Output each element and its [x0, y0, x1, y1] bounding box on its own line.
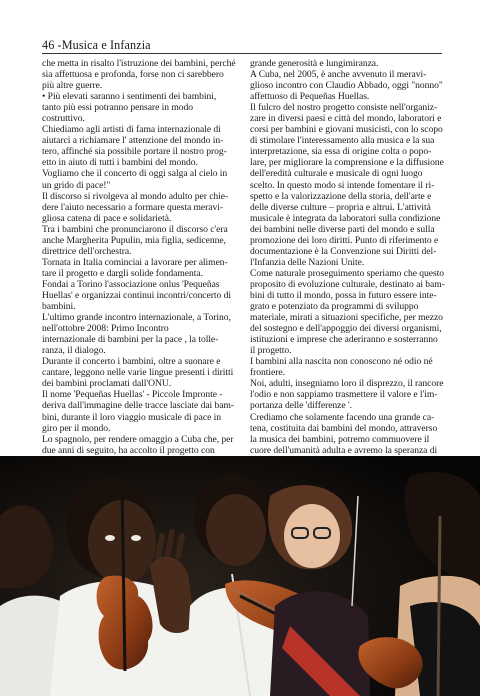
paragraph: I bambini alla nascita non conoscono né odio né frontiere. — [250, 356, 433, 379]
paragraph: Il nome 'Pequeñas Huellas' - Piccole Impronte - deriva dall'immagine delle tracce lasciate dai bam- bini, durante il loro viaggio musicale di pace in giro per il mondo. — [42, 389, 235, 434]
page-number-section-title: 46 -Musica e Infanzia — [42, 38, 151, 52]
paragraph: Lo spagnolo, per rendere omaggio a Cuba che, per due anni di seguito, ha accolto il progetto con — [42, 433, 234, 456]
paragraph: A Cuba, nel 2005, è anche avvenuto il meravi- glioso incontro con Claudio Abbado, oggi "nonno" affettuoso di Pequeñas Huellas. — [250, 69, 443, 103]
paragraph: Chiediamo agli artisti di fama internazionale di aiutarci a richiamare l' attenzione del mondo in- tero, affinché sia possibile portare il nostro prog- etto in aiuto di tutti i bambini del mondo. Vogliamo che il concerto di oggi salga al cielo in un grido di pace!" — [42, 124, 228, 191]
paragraph: • Più elevati saranno i sentimenti dei bambini, tanto più essi potranno pensare in modo costruttivo. — [42, 91, 217, 125]
paragraph: Crediamo che solamente facendo una grande ca- tena, costituita dai bambini del mondo, attraverso la musica dei bambini, potremo commuovere il cuore dell'umanità adulta e avremo la speranza di — [250, 411, 438, 456]
photo-illustration — [0, 456, 480, 696]
paragraph: che metta in risalto l'istruzione dei bambini, perché sia affettuosa e profonda, forse non ci sarebbero più altre guerre. — [42, 58, 236, 92]
paragraph: Noi, adulti, insegniamo loro il disprezzo, il rancore l'odio e non sappiamo trasmettere il valore e l'im- portanza delle 'differenze '. — [250, 378, 444, 412]
paragraph: L'ultimo grande incontro internazionale, a Torino, nell'ottobre 2008: Primo Incontro internazionale di bambini per la pace , la tolle- ranza, il dialogo. — [42, 312, 231, 357]
header-rule — [42, 53, 442, 54]
paragraph: Fondai a Torino l'associazione onlus 'Pequeñas Huellas' e organizzai continui incontri/concerto di bambini. — [42, 278, 231, 313]
paragraph: Il discorso si rivolgeva al mondo adulto per chie- dere l'aiuto necessario a formare questa meravi- gliosa catena di pace e solidarietà. — [42, 190, 229, 224]
paragraph: Tornata in Italia cominciai a lavorare per alimen- tare il progetto e dargli solide fondamenta. — [42, 256, 228, 279]
paragraph: grande generosità e lungimiranza. — [250, 58, 379, 69]
paragraph: Tra i bambini che pronunciarono il discorso c'era anche Margherita Pupulin, mia figlia, sedicenne, direttrice dell'orchestra. — [42, 223, 228, 257]
photo-children-violins — [0, 456, 480, 696]
paragraph: Il fulcro del nostro progetto consiste nell'organiz- zare in diversi paesi e città del mondo, laboratori e corsi per bambini e giovani musicisti, con lo scopo di stimolare l'interessamento alla musica e la sua interpretazione, sia essa di origine colta o popo- lare, per migliorare la comprensione e la diffusione dell'eredità culturale e musicale di ogni luogo scelto. In questo modo si intende fomentare il ri- spetto e la valorizzazione della storia, dell'arte e delle diverse culture – propria e altrui. L'attività musicale è integrata da laboratori sulla condizione dei bambini nelle diverse parti del mondo e sulla promozione dei loro diritti. Punto di riferimento e documentazione è la Convenzione sui Diritti del- l'Infanzia delle Nazioni Unite. — [250, 102, 444, 268]
paragraph: Come naturale proseguimento speriamo che questo proposito di evoluzione culturale, destinato ai bam- bini di tutto il mondo, possa in futuro essere inte- grato e potenziato da programmi di sviluppo materiale, mirati a situazioni specifiche, per mezzo del sostegno e dell'appoggio dei diversi organismi, istituzioni e imprese che aderiranno e sosterranno il progetto. — [250, 267, 445, 357]
page-header — [42, 38, 442, 56]
text-column-left — [42, 58, 239, 456]
text-column-right — [250, 58, 447, 456]
music-stand — [438, 516, 440, 696]
paragraph: Durante il concerto i bambini, oltre a suonare e cantare, leggono nelle varie lingue presenti i diritti dei bambini proclamati dall'ONU. — [42, 356, 234, 390]
